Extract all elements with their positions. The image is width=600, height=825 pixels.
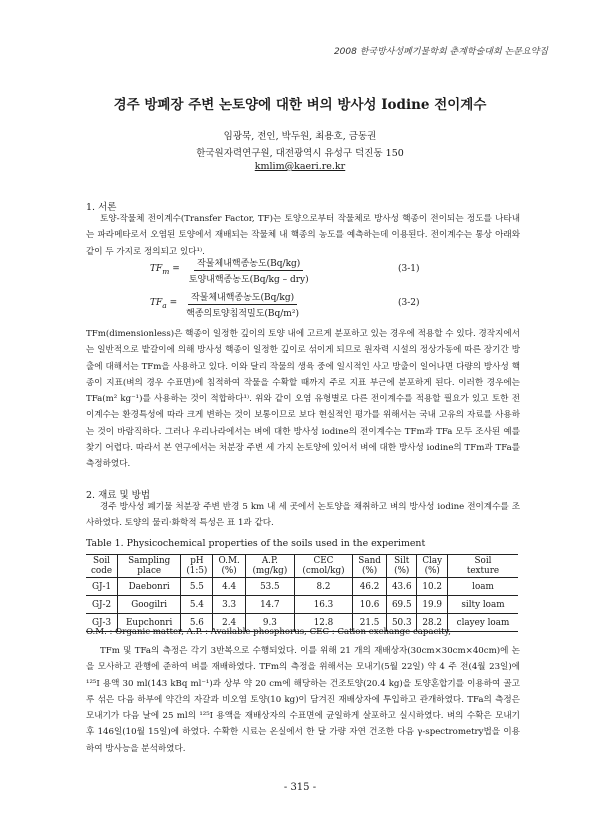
table-cell: silty loam xyxy=(447,596,518,614)
table-cell: Googilri xyxy=(118,596,181,614)
table-cell: Eupchonri xyxy=(118,614,181,632)
table-header-text: Soil xyxy=(93,555,110,566)
table-cell: 43.6 xyxy=(387,578,417,596)
table-cell: 14.7 xyxy=(245,596,294,614)
table-header-cell xyxy=(181,555,213,578)
table-header-text: (%) xyxy=(424,566,440,576)
section-heading-introduction: 1. 서론 xyxy=(86,202,117,213)
table-cell: 50.3 xyxy=(387,614,417,632)
table-header-text: texture xyxy=(466,566,500,576)
table-cell: 46.2 xyxy=(353,578,387,596)
table-header-cell xyxy=(86,555,118,578)
methods-paragraph-2 xyxy=(86,643,520,757)
section-heading-methods: 2. 재료 및 방법 xyxy=(86,490,151,501)
equation-fraction xyxy=(183,290,302,319)
table-cell: 19.9 xyxy=(417,596,448,614)
paper-title: 경주 방폐장 주변 논토양에 대한 벼의 방사성 Iodine 전이계수 xyxy=(113,97,487,113)
intro-text-1: 토양-작물체 전이계수(Transfer Factor, TF)는 토양으로부터 작물체로 방사성 핵종이 전이되는 정도를 나타내는 파라메타로서 오염된 토양에서 재배되는 작물체 내 핵종의 농도를 예측하는데 이용된다. 전이계수는 통상 아래와 같이 두 가지로 정의되고 있다¹⁾. xyxy=(86,214,520,257)
equation-denominator: 핵종의토양침적밀도(Bq/m²) xyxy=(186,308,299,319)
table-footnote: O.M. : Organic matter, A.P. : Available phosphorus, CEC : Cation exchange capacity, xyxy=(86,627,452,637)
table-cell: 9.3 xyxy=(245,614,294,632)
table-header-text: (%) xyxy=(361,566,378,576)
equation-numerator: 작물체내핵종농도(Bq/kg) xyxy=(188,290,297,305)
table-header-text: code xyxy=(90,566,113,576)
table-header-text: Sand xyxy=(358,555,381,566)
table-row xyxy=(86,578,518,596)
table-header-text: (%) xyxy=(394,566,410,576)
table-body xyxy=(86,578,518,632)
table-header-cell xyxy=(245,555,294,578)
equation-lhs: $TF_a$ = xyxy=(150,298,178,310)
table-header-cell xyxy=(294,555,352,578)
soil-properties-table xyxy=(86,554,518,632)
table-cell: 5.5 xyxy=(181,578,213,596)
table-header-text: pH xyxy=(190,555,204,566)
table-cell: 2.4 xyxy=(213,614,245,632)
table-header-text: Soil xyxy=(474,555,492,566)
methods-paragraph-1 xyxy=(86,499,520,532)
equation-3-2 xyxy=(150,287,302,321)
table-cell: 3.3 xyxy=(213,596,245,614)
table-header-cell xyxy=(213,555,245,578)
table-cell: 16.3 xyxy=(294,596,352,614)
table-cell: 8.2 xyxy=(294,578,352,596)
table-cell: Daebonri xyxy=(118,578,181,596)
table-header-cell xyxy=(447,555,518,578)
table-cell: 21.5 xyxy=(353,614,387,632)
methods-text-2: TFm 및 TFa의 측정은 각기 3반복으로 수행되었다. 이를 위해 21 개의 재배상자(30cm×30cm×40cm)에 논을 모사하고 관행에 준하여 벼를 재배하였다. TFm의 측정을 위해서는 모내기(5월 22일) 약 4 주 전(4월 23일)에 ¹²⁵I 용액 30 ml(143 kBq ml⁻¹)과 상부 약 20 cm에 해당하는 건조토양(20.4 kg)을 토양혼합기를 이용하여 골고루 섞은 다음 하부에 약간의 자갈과 비오염 토양(10 kg)이 담겨진 재배상자에 투입하고 관개하였다. TFa의 측정은 모내기가 다음 날에 25 ml의 ¹²⁵I 용액을 재배상자의 수표면에 균일하게 살포하고 실시하였다. 벼의 수확은 모내기 후 146일(10월 15일)에 하였다. 수확한 시료는 온실에서 한 달 가량 자연 건조한 다음 γ-spectrometry법을 이용하여 방사능을 분석하였다. xyxy=(86,646,520,754)
table-header-text: (%) xyxy=(221,566,237,576)
table-cell: 28.2 xyxy=(417,614,448,632)
author-list: 임광묵, 전인, 박두원, 최용호, 금동권 xyxy=(223,131,377,142)
table-cell: 10.6 xyxy=(353,596,387,614)
table-header-text: Sampling xyxy=(128,555,171,566)
table-header-text: (cmol/kg) xyxy=(302,566,345,576)
table-cell: 53.5 xyxy=(245,578,294,596)
equation-number: (3-2) xyxy=(398,298,420,308)
table-cell: GJ-2 xyxy=(86,596,118,614)
equation-fraction xyxy=(186,256,312,285)
table-cell: 10.2 xyxy=(417,578,448,596)
equation-lhs: $TF_m$ = xyxy=(150,264,180,276)
table-header-row xyxy=(86,555,518,578)
equation-number: (3-1) xyxy=(398,264,420,274)
table-header-cell xyxy=(353,555,387,578)
affiliation: 한국원자력연구원, 대전광역시 유성구 덕진동 150 xyxy=(196,148,404,159)
table-header-cell xyxy=(417,555,448,578)
equation-3-1 xyxy=(150,253,312,287)
table-cell: 4.4 xyxy=(213,578,245,596)
equation-numerator: 작물체내핵종농도(Bq/kg) xyxy=(194,256,303,271)
table-cell: 5.6 xyxy=(181,614,213,632)
intro-text-2: TFm(dimensionless)은 핵종이 일정한 깊이의 토양 내에 고르게 분포하고 있는 경우에 적용할 수 있다. 경작지에서는 일반적으로 밭갈이에 의해 방사성 핵종이 일정한 깊이로 섞이게 되므로 원자력 시설의 정상가동에 따른 장기간 방출에 대해서는 TFm을 사용하고 있다. 이와 달리 작물의 생육 중에 일시적인 사고 방출이 일어나면 다량의 방사성 핵종이 지표(벼의 경우 수표면)에 침적하여 작물을 수확할 때까지 주로 지표 부근에 분포하게 된다. 이러한 경우에는 TFa(m² kg⁻¹)를 사용하는 것이 적합하다¹⁾. 위와 같이 오염 유형별로 다른 전이계수를 적용할 필요가 있고 토한 전이계수는 환경특성에 따라 크게 변하는 것이 보통이므로 보다 현실적인 평가를 위해서는 국내 고유의 자료를 사용하는 것이 바람직하다. 그러나 우리나라에서는 벼에 대한 방사성 iodine의 전이계수는 TFm과 TFa 모두 조사된 예를 찾기 어렵다. 따라서 본 연구에서는 처분장 주변 세 가지 논토양에 있어서 벼에 대한 방사성 iodine의 TFm과 TFa를 측정하였다. xyxy=(86,329,520,470)
table-header-text: Clay xyxy=(422,555,443,566)
table-caption: Table 1. Physicochemical properties of the soils used in the experiment xyxy=(86,538,426,549)
table-header-cell xyxy=(387,555,417,578)
page-number: - 315 - xyxy=(283,782,317,793)
table-row xyxy=(86,596,518,614)
table-cell: 69.5 xyxy=(387,596,417,614)
author-email-link[interactable]: kmlim@kaeri.re.kr xyxy=(254,161,346,172)
methods-text-1: 경주 방사성 폐기물 처분장 주변 반경 5 km 내 세 곳에서 논토양을 채취하고 벼의 방사성 iodine 전이계수를 조사하였다. 토양의 물리·화학적 특성은 표 1과 같다. xyxy=(86,502,520,529)
table-header-text: O.M. xyxy=(218,555,240,566)
table-header-text: Silt xyxy=(394,555,410,566)
table-header-text: (mg/kg) xyxy=(252,566,288,576)
table-header-cell xyxy=(118,555,181,578)
table-cell: GJ-3 xyxy=(86,614,118,632)
table-cell: clayey loam xyxy=(447,614,518,632)
table-cell: 12.8 xyxy=(294,614,352,632)
table-cell: 5.4 xyxy=(181,596,213,614)
table-header-text: CEC xyxy=(313,555,334,566)
equation-denominator: 토양내핵종농도(Bq/kg – dry) xyxy=(188,274,309,285)
table-cell: loam xyxy=(447,578,518,596)
table-header-text: place xyxy=(137,566,162,576)
table-header-text: (1:5) xyxy=(186,566,208,576)
proceedings-header: 2008 한국방사성폐기물학회 춘계학술대회 논문요약집 xyxy=(333,47,548,57)
table-cell: GJ-1 xyxy=(86,578,118,596)
table-header-text: A.P. xyxy=(261,555,278,566)
intro-paragraph-2 xyxy=(86,326,520,473)
